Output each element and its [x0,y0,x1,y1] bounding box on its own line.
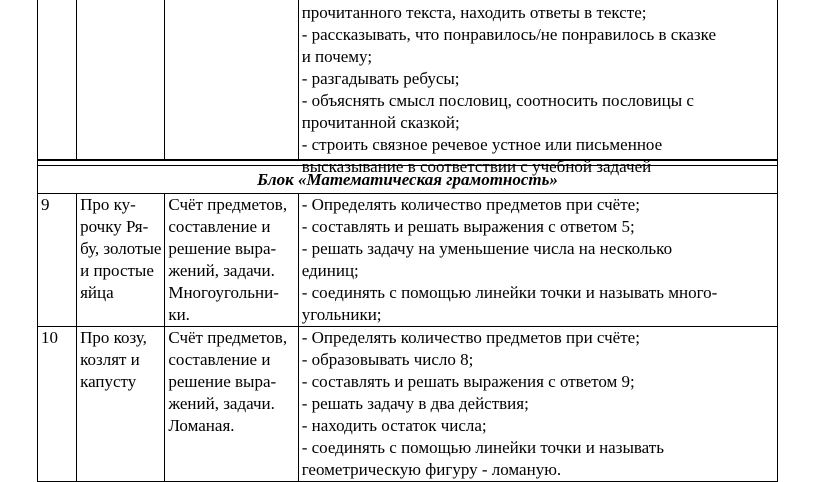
skill-line: единиц; [301,261,359,280]
skill-line: - строить связное речевое устное или письменное [301,135,663,154]
skill-line: - образовывать число 8; [301,350,474,369]
cell-topic [165,194,298,327]
block-title: Блок «Математическая грамотность» [38,165,777,193]
skill-line: прочитанного текста, находить ответы в тексте; [301,3,647,22]
skill-line: и почему; [301,47,373,66]
cell-skills [298,327,777,482]
skill-line: - Определять количество предметов при счёте; [301,328,640,347]
topic-line: жений, задачи. [168,394,275,413]
skill-line: - решать задачу на уменьшение числа на несколько [301,239,673,258]
row-number: 9 [41,195,50,214]
topic-line: решение выра- [168,239,277,258]
cell-num [38,327,77,482]
cell-skills [298,194,777,327]
cell-skills-top [298,0,777,176]
title-line: козлят и [80,350,140,369]
row-number: 10 [41,328,58,347]
topic-line: составление и [168,350,271,369]
title-line: капусту [80,372,137,391]
curriculum-table [37,0,778,482]
cell-title [77,194,165,327]
topic-line: жений, задачи. [168,261,275,280]
title-line: и простые [80,261,154,280]
table-row [38,194,778,327]
topic-line: ки. [168,305,190,324]
cell-num [38,194,77,327]
topic-line: решение выра- [168,372,277,391]
skill-line: - объяснять смысл пословиц, соотносить пословицы с [301,91,694,110]
title-line: Про ку- [80,195,136,214]
title-line: бу, золотые [80,239,162,258]
cell-title [77,327,165,482]
title-line: Про козу, [80,328,147,347]
skill-line: - разгадывать ребусы; [301,69,460,88]
skill-line: - составлять и решать выражения с ответом 5; [301,217,635,236]
skill-line: - решать задачу в два действия; [301,394,529,413]
skill-line: геометрическую фигуру - ломаную. [301,460,562,479]
skill-line: - составлять и решать выражения с ответом 9; [301,372,635,391]
skill-line: высказывание в соответствии с учебной задачей [301,157,652,176]
topic-line: Счёт предметов, [168,328,288,347]
cell-num-top [38,0,77,160]
cell-title-top [77,0,165,160]
table-row [38,327,778,482]
cell-topic [165,327,298,482]
title-line: яйца [80,283,114,302]
skill-line: - рассказывать, что понравилось/не понравилось в сказке [301,25,716,44]
topic-line: Многоугольни- [168,283,279,302]
topic-line: Счёт предметов, [168,195,288,214]
topic-line: Ломаная. [168,416,235,435]
cell-topic-top [165,0,298,160]
table-row-top [38,0,778,160]
skill-line: - соединять с помощью линейки точки и называть [301,438,664,457]
skill-line: угольники; [301,305,382,324]
skill-line: - находить остаток числа; [301,416,487,435]
topic-line: составление и [168,217,271,236]
skill-line: прочитанной сказкой; [301,113,460,132]
skill-line: - соединять с помощью линейки точки и называть много- [301,283,718,302]
skill-line: - Определять количество предметов при счёте; [301,195,640,214]
title-line: рочку Ря- [80,217,149,236]
